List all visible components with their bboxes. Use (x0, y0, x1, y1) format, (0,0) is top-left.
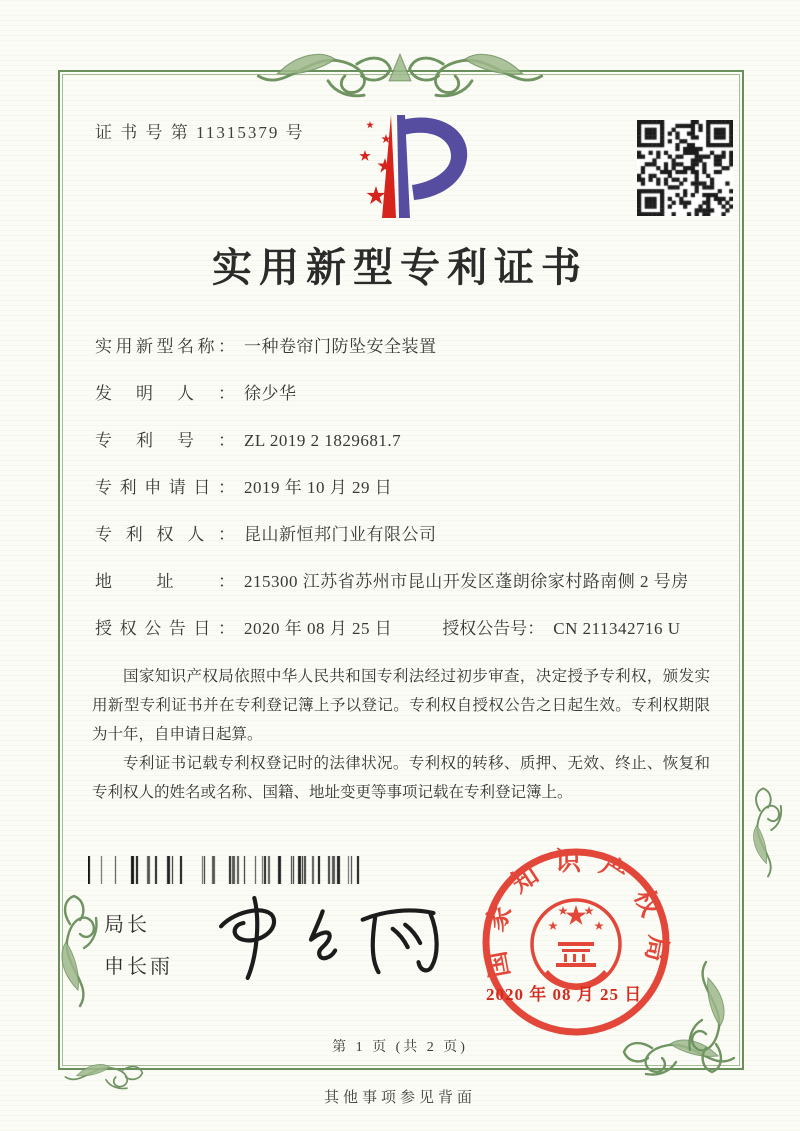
certificate-number: 证 书 号 第 11315379 号 (95, 123, 305, 142)
field-label: 专利申请日： (95, 478, 235, 497)
field-value: ZL 2019 2 1829681.7 (244, 431, 402, 450)
director-name: 申长雨 (104, 956, 173, 978)
field-value-grant-number: CN 211342716 U (553, 619, 681, 638)
field-label: 发明人： (95, 384, 235, 403)
field-value: 徐少华 (244, 384, 297, 403)
cnipa-logo-icon (330, 108, 475, 228)
seal-arc-text: 国家知识产权局 (478, 846, 674, 980)
legal-text (92, 662, 710, 807)
field-row-name (95, 334, 715, 360)
field-row-grant (95, 616, 715, 642)
field-value: 2020 年 08 月 25 日 (244, 619, 393, 638)
field-value: 215300 江苏省苏州市昆山开发区蓬朗徐家村路南侧 2 号房 (244, 572, 689, 591)
field-label: 实用新型名称： (95, 337, 235, 356)
field-value: 昆山新恒邦门业有限公司 (244, 525, 437, 544)
back-side-note: 其他事项参见背面 (323, 1090, 476, 1106)
field-label: 专利权人： (95, 525, 235, 544)
field-label: 专利号： (95, 431, 235, 450)
qr-code (637, 120, 733, 216)
field-row-patentee (95, 522, 715, 548)
certificate-title: 实用新型专利证书 (212, 245, 588, 290)
field-list (95, 334, 715, 663)
director-title: 局长 (104, 914, 150, 936)
field-value: 一种卷帘门防坠安全装置 (244, 337, 437, 356)
director-block (104, 908, 173, 992)
field-row-address (95, 569, 715, 595)
field-label-grant-number: 授权公告号： (442, 619, 545, 638)
director-signature (196, 878, 446, 998)
seal-date: 2020 年 08 月 25 日 (486, 985, 643, 1004)
page-number: 第 1 页 (共 2 页) (332, 1040, 468, 1055)
national-emblem-icon (532, 900, 620, 990)
official-seal (476, 842, 676, 1042)
field-label: 地址： (95, 572, 235, 591)
field-value: 2019 年 10 月 29 日 (244, 478, 393, 497)
field-row-patent-number (95, 428, 715, 454)
legal-paragraph-1: 国家知识产权局依照中华人民共和国专利法经过初步审查，决定授予专利权，颁发实用新型专利证书并在专利登记簿上予以登记。专利权自授权公告之日起生效。专利权期限为十年，自申请日起算。 (92, 668, 710, 743)
right-edge-flourish-icon (754, 788, 782, 876)
field-row-inventor (95, 381, 715, 407)
legal-paragraph-2: 专利证书记载专利权登记时的法律状况。专利权的转移、质押、无效、终止、恢复和专利权人的姓名或名称、国籍、地址变更等事项记载在专利登记簿上。 (92, 755, 710, 801)
field-row-filing-date (95, 475, 715, 501)
field-label: 授权公告日： (95, 619, 235, 638)
